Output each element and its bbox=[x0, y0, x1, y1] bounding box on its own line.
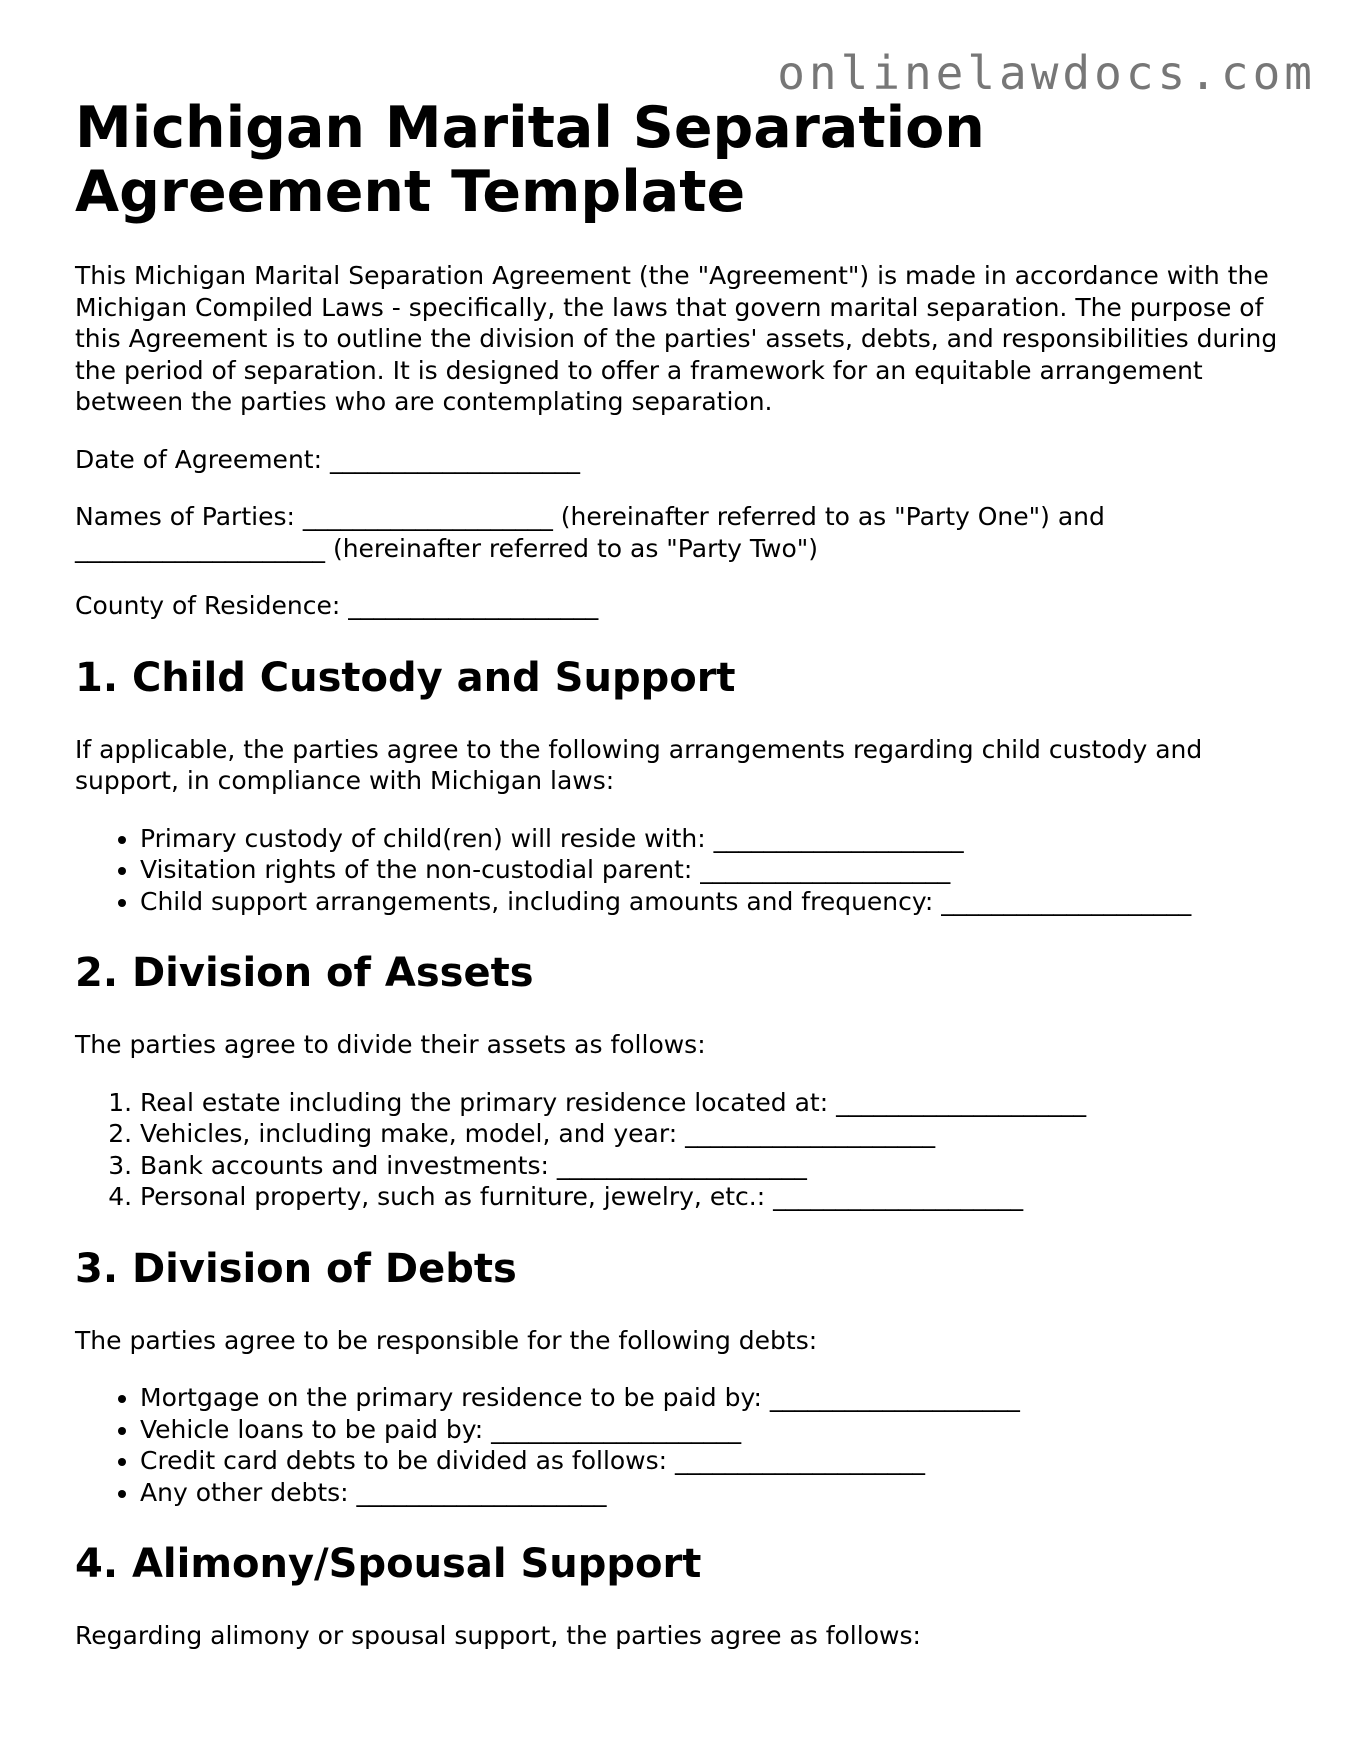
division-of-assets-list bbox=[75, 1087, 1305, 1213]
county-of-residence-field: County of Residence: ____________________ bbox=[75, 591, 599, 620]
list-item: • Child support arrangements, including amounts and frequency: ____________________ bbox=[140, 886, 1305, 918]
list-item: • Credit card debts to be divided as follows: ____________________ bbox=[140, 1445, 1305, 1477]
child-custody-list bbox=[75, 823, 1305, 918]
site-watermark: onlinelawdocs.com bbox=[777, 46, 1316, 100]
list-item: • Mortgage on the primary residence to be paid by: ____________________ bbox=[140, 1382, 1305, 1414]
list-item: • Visitation rights of the non-custodial parent: ____________________ bbox=[140, 854, 1305, 886]
intro-paragraph: This Michigan Marital Separation Agreement (the "Agreement") is made in accordance with the Michigan Compiled Laws - specifically, the laws that govern marital separation. The purpose of this Agreement is to outline the division of the parties' assets, debts, and responsibilities during the period of separation. It is designed to offer a framework for an equitable arrangement between the parties who are contemplating separation. bbox=[75, 261, 1278, 416]
date-of-agreement-field: Date of Agreement: ____________________ bbox=[75, 444, 580, 474]
list-item: • Any other debts: ____________________ bbox=[140, 1477, 1305, 1509]
section-heading-division-of-assets: 2. Division of Assets bbox=[75, 950, 534, 996]
section-intro-child-custody: If applicable, the parties agree to the following arrangements regarding child custody and support, in compliance with Michigan laws: bbox=[75, 734, 1203, 795]
parties-line-2: ____________________ (hereinafter referred to as "Party Two") bbox=[75, 533, 819, 563]
parties-line-1: Names of Parties: ____________________ (hereinafter referred to as "Party One") and bbox=[75, 502, 1105, 531]
section-intro-division-of-debts: The parties agree to be responsible for the following debts: bbox=[75, 1325, 818, 1355]
list-item: 3. Bank accounts and investments: ____________________ bbox=[140, 1150, 1305, 1182]
section-heading-division-of-debts: 3. Division of Debts bbox=[75, 1245, 517, 1292]
section-heading-child-custody: 1. Child Custody and Support bbox=[75, 654, 736, 701]
list-item: 1. Real estate including the primary residence located at: ____________________ bbox=[140, 1087, 1305, 1119]
document-body bbox=[75, 96, 1305, 1678]
list-item: 2. Vehicles, including make, model, and year: ____________________ bbox=[140, 1118, 1305, 1150]
list-item: • Vehicle loans to be paid by: ____________________ bbox=[140, 1414, 1305, 1446]
list-item: 4. Personal property, such as furniture, jewelry, etc.: ____________________ bbox=[140, 1181, 1305, 1213]
names-of-parties-field bbox=[75, 501, 1305, 564]
document-title: Michigan Marital Separation Agreement Template bbox=[75, 95, 985, 225]
list-item: • Primary custody of child(ren) will reside with: ____________________ bbox=[140, 823, 1305, 855]
division-of-debts-list bbox=[75, 1382, 1305, 1508]
section-heading-alimony: 4. Alimony/Spousal Support bbox=[75, 1541, 702, 1587]
section-intro-division-of-assets: The parties agree to divide their assets as follows: bbox=[75, 1030, 706, 1059]
section-intro-alimony: Regarding alimony or spousal support, the parties agree as follows: bbox=[75, 1621, 921, 1650]
